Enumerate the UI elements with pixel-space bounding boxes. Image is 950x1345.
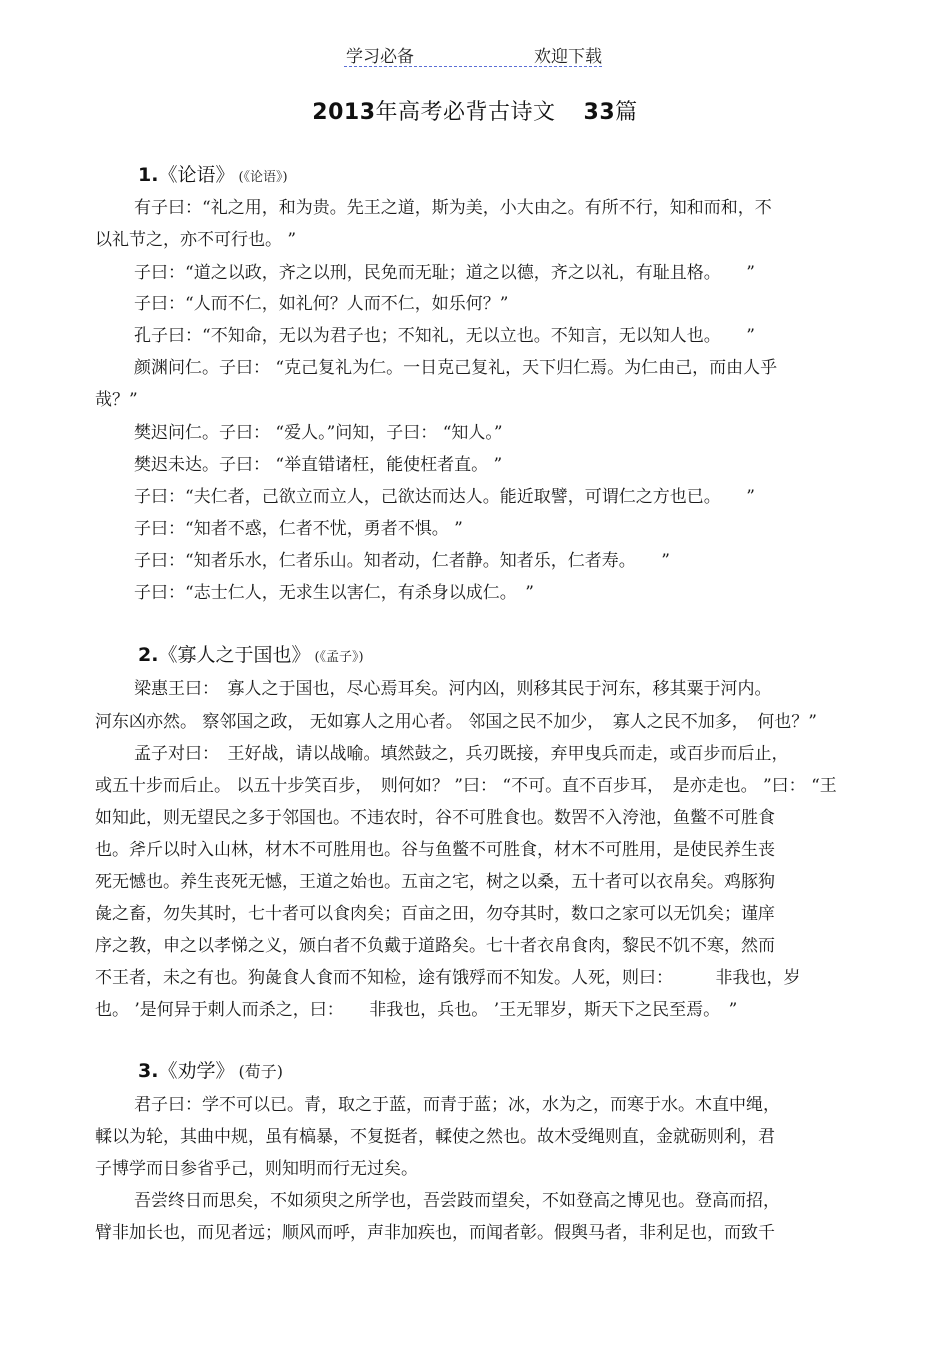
text-line: 吾尝终日而思矣，不如须臾之所学也，吾尝跂而望矣，不如登高之博见也。登高而招， <box>134 1191 780 1211</box>
section-name: 《论语》 <box>158 164 235 186</box>
section-name: 《劝学》 <box>158 1060 235 1082</box>
section-heading-1 <box>138 160 288 187</box>
text-line: 河东凶亦然。 察邻国之政， 无如寡人之用心者。 邻国之民不加少， 寡人之民不加多， 何也？” <box>95 712 817 732</box>
text-line: 不王者，未之有也。狗彘食人食而不知检，途有饿殍而不知发。人死，则曰： 非我也，岁 <box>95 968 801 988</box>
text-line: 死无憾也。养生丧死无憾，王道之始也。五亩之宅，树之以桑，五十者可以衣帛矣。鸡豚狗 <box>95 872 775 892</box>
text-line: 子曰：“知者乐水，仁者乐山。知者动，仁者静。知者乐，仁者寿。 ” <box>134 551 670 571</box>
section-source: (《孟子》) <box>314 650 364 665</box>
text-line: 孟子对曰： 王好战，请以战喻。填然鼓之，兵刃既接，弃甲曳兵而走，或百步而后止， <box>134 744 789 764</box>
text-line: 如知此，则无望民之多于邻国也。不违农时，谷不可胜食也。数罟不入洿池，鱼鳖不可胜食 <box>95 808 775 828</box>
text-line: 子曰：“知者不惑，仁者不忧，勇者不惧。 ” <box>134 519 463 539</box>
section-number: 3. <box>138 1060 159 1082</box>
text-line: 哉？” <box>95 390 138 410</box>
text-line: 子曰：“志士仁人，无求生以害仁，有杀身以成仁。 ” <box>134 583 534 603</box>
text-line: 孔子曰：“不知命，无以为君子也；不知礼，无以立也。不知言，无以知人也。 ” <box>134 326 755 346</box>
text-line: 颜渊问仁。子曰： “克己复礼为仁。一日克己复礼，天下归仁焉。为仁由己，而由人乎 <box>134 358 778 378</box>
page-header <box>344 40 602 67</box>
text-line: 子曰：“夫仁者，己欲立而立人，己欲达而达人。能近取譬，可谓仁之方也已。 ” <box>134 487 755 507</box>
text-line: 有子曰：“礼之用，和为贵。先王之道，斯为美，小大由之。有所不行，知和而和，不 <box>134 198 772 218</box>
text-line: 也。斧斤以时入山林，材木不可胜用也。谷与鱼鳖不可胜食，材木不可胜用，是使民养生丧 <box>95 840 775 860</box>
section-source: (荀子) <box>238 1062 283 1081</box>
text-line: 樊迟未达。子曰： “举直错诸枉，能使枉者直。 ” <box>134 455 503 475</box>
title-count: 33 <box>583 100 616 125</box>
text-line: 子曰：“道之以政，齐之以刑，民免而无耻；道之以德，齐之以礼，有耻且格。 ” <box>134 263 755 283</box>
header-left-text: 学习必备 <box>346 47 414 67</box>
text-line: 君子曰：学不可以已。青，取之于蓝，而青于蓝；冰，水为之，而寒于水。木直中绳， <box>134 1095 780 1115</box>
title-end: 篇 <box>615 100 638 125</box>
header-right-text: 欢迎下载 <box>534 47 602 67</box>
text-line: 序之教，申之以孝悌之义，颁白者不负戴于道路矣。七十者衣帛食肉，黎民不饥不寒，然而 <box>95 936 775 956</box>
section-source: (《论语》) <box>238 170 288 185</box>
text-line: 梁惠王曰： 寡人之于国也，尽心焉耳矣。河内凶，则移其民于河东，移其粟于河内。 <box>134 679 772 699</box>
text-line: 臂非加长也，而见者远；顺风而呼，声非加疾也，而闻者彰。假舆马者，非利足也，而致千 <box>95 1223 775 1243</box>
section-name: 《寡人之于国也》 <box>158 644 311 666</box>
section-number: 1. <box>138 164 159 186</box>
section-number: 2. <box>138 644 159 666</box>
text-line: 彘之畜，勿失其时，七十者可以食肉矣；百亩之田，勿夺其时，数口之家可以无饥矣；谨庠 <box>95 904 775 924</box>
title-main: 年高考必背古诗文 <box>375 100 556 125</box>
page-title <box>0 95 950 126</box>
title-year: 2013 <box>312 100 376 125</box>
text-line: 也。 ’是何异于刺人而杀之，曰： 非我也，兵也。 ’王无罪岁，斯天下之民至焉。 ” <box>95 1000 738 1020</box>
text-line: 輮以为轮，其曲中规，虽有槁暴，不复挺者，輮使之然也。故木受绳则直，金就砺则利，君 <box>95 1127 775 1147</box>
text-line: 或五十步而后止。 以五十步笑百步， 则何如？ ”曰： “不可。直不百步耳， 是亦走也。 ”曰： “王 <box>95 776 837 796</box>
text-line: 子曰：“人而不仁，如礼何？人而不仁，如乐何？” <box>134 294 509 314</box>
text-line: 樊迟问仁。子曰： “爱人。”问知，子曰： “知人。” <box>134 423 503 443</box>
text-line: 子博学而日参省乎己，则知明而行无过矣。 <box>95 1159 418 1179</box>
text-line: 以礼节之，亦不可行也。 ” <box>95 230 297 250</box>
section-heading-2 <box>138 640 364 667</box>
section-heading-3 <box>138 1056 283 1083</box>
